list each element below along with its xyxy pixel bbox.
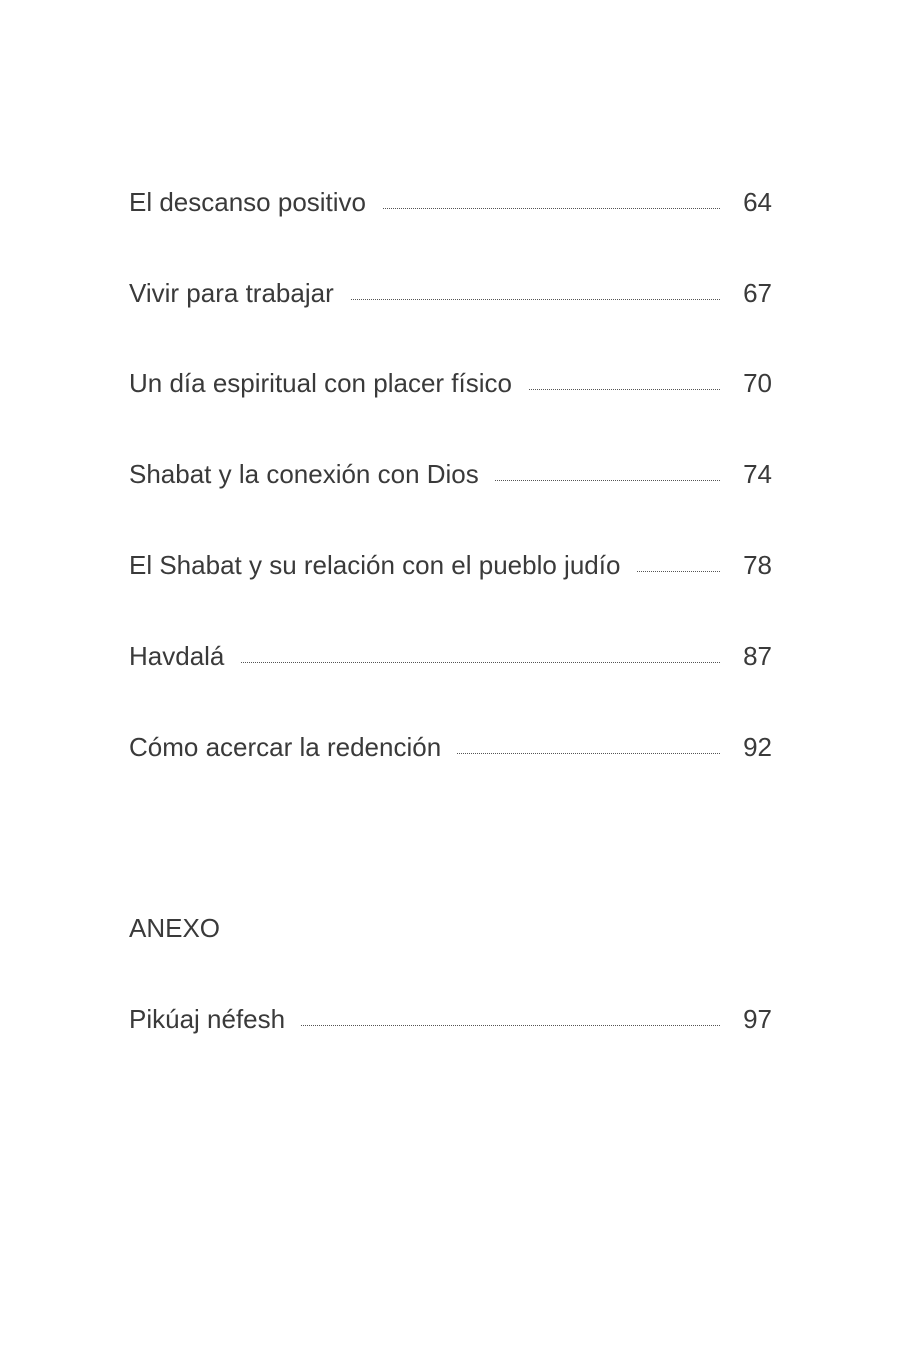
entry-page-number: 97 (743, 1004, 772, 1034)
toc-entry (129, 636, 772, 676)
entry-page-number: 87 (743, 641, 772, 671)
toc-entry (129, 182, 772, 222)
entry-title: Pikúaj néfesh (129, 999, 301, 1039)
entry-page-number: 78 (743, 550, 772, 580)
entry-title: Un día espiritual con placer físico (129, 363, 528, 403)
toc-entry (129, 363, 772, 403)
entry-page-number: 74 (743, 459, 772, 489)
entry-title: Cómo acercar la redención (129, 727, 457, 767)
annex-heading: ANEXO (129, 913, 221, 943)
toc-entry (129, 273, 772, 313)
entry-page-number: 92 (743, 732, 772, 762)
entry-title: Shabat y la conexión con Dios (129, 454, 495, 494)
entry-title: El descanso positivo (129, 182, 382, 222)
entry-page-number: 64 (743, 187, 772, 217)
toc-entry-annex (129, 999, 772, 1039)
entry-page-number: 67 (743, 278, 772, 308)
toc-entry (129, 454, 772, 494)
entry-title: Vivir para trabajar (129, 273, 350, 313)
toc-entry (129, 727, 772, 767)
toc-entry (129, 545, 772, 585)
entry-title: El Shabat y su relación con el pueblo judío (129, 545, 636, 585)
entry-title: Havdalá (129, 636, 240, 676)
entry-page-number: 70 (743, 368, 772, 398)
